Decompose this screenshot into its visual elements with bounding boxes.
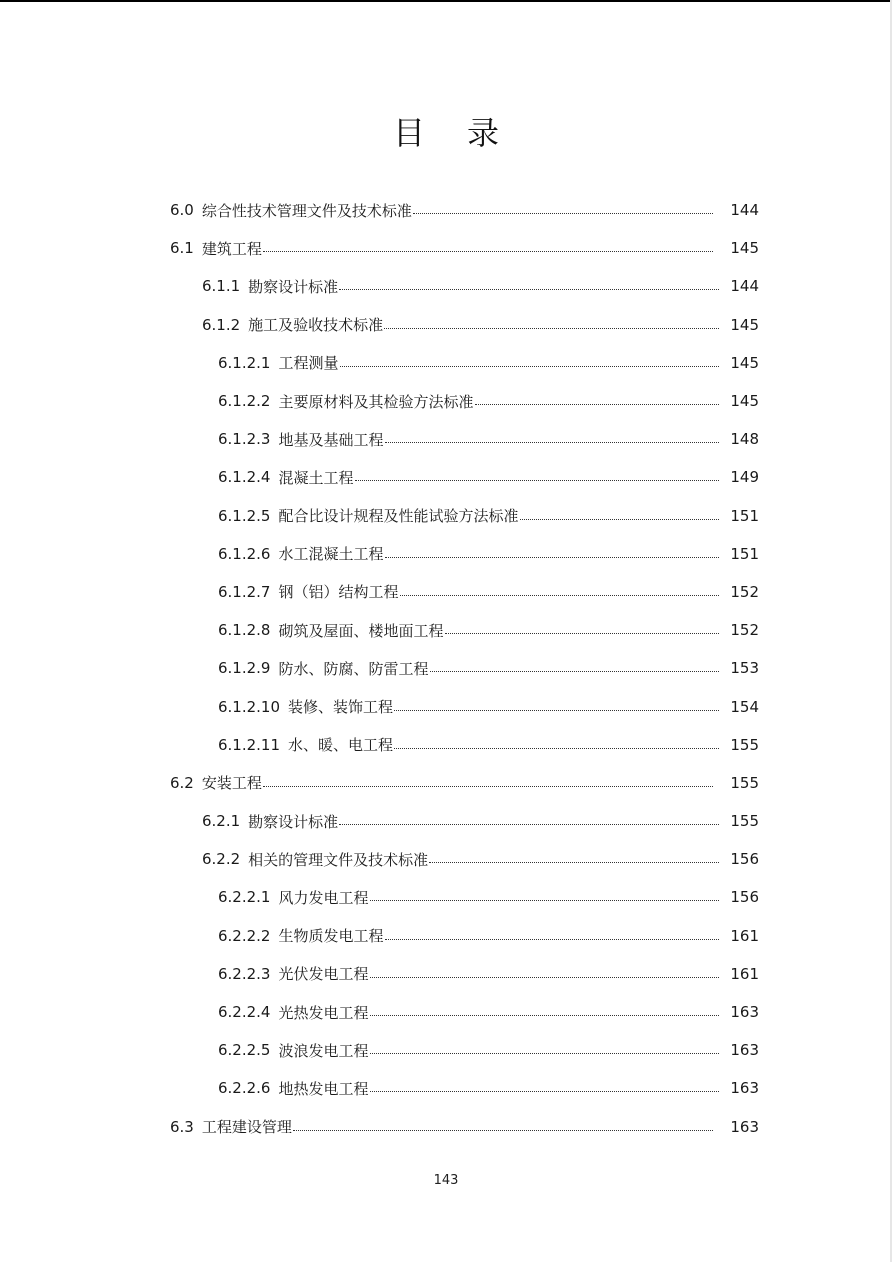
dot-leader xyxy=(400,594,720,596)
section-number: 6.3 xyxy=(170,1117,194,1136)
section-number: 6.1.2.9 xyxy=(218,659,271,678)
toc-entry-heading xyxy=(218,1078,369,1099)
section-title: 综合性技术管理文件及技术标准 xyxy=(201,201,412,220)
toc-entry-heading xyxy=(170,772,262,793)
section-number: 6.1.2.10 xyxy=(218,697,281,716)
section-page-number: 163 xyxy=(730,1117,759,1136)
section-title: 地基及基础工程 xyxy=(278,430,384,449)
dot-leader xyxy=(475,403,720,405)
section-number: 6.2.2.5 xyxy=(218,1041,271,1060)
section-page-number: 151 xyxy=(730,506,759,525)
section-title: 装修、装饰工程 xyxy=(288,698,394,717)
toc-entry[interactable] xyxy=(0,458,892,496)
section-title: 配合比设计规程及性能试验方法标准 xyxy=(278,507,519,526)
section-title: 光热发电工程 xyxy=(278,1003,369,1022)
toc-entry[interactable] xyxy=(0,1031,892,1069)
section-title: 主要原材料及其检验方法标准 xyxy=(278,392,474,411)
section-page-number: 163 xyxy=(730,1041,759,1060)
section-page-number: 145 xyxy=(730,315,759,334)
toc-entry[interactable] xyxy=(0,573,892,611)
section-page-number: 155 xyxy=(730,773,759,792)
dot-leader xyxy=(370,1090,720,1092)
section-page-number: 156 xyxy=(730,850,759,869)
section-page-number: 152 xyxy=(730,582,759,601)
toc-entry[interactable] xyxy=(0,344,892,382)
section-title: 混凝土工程 xyxy=(278,468,354,487)
section-number: 6.1.2.11 xyxy=(218,735,281,754)
dot-leader xyxy=(263,785,713,787)
toc-entry-heading xyxy=(218,352,339,373)
toc-entry[interactable] xyxy=(0,535,892,573)
dot-leader xyxy=(394,747,719,749)
section-title: 施工及验收技术标准 xyxy=(248,316,384,335)
toc-entry[interactable] xyxy=(0,802,892,840)
dot-leader xyxy=(340,365,720,367)
toc-entry-heading xyxy=(202,276,338,297)
toc-entry-heading xyxy=(218,543,384,564)
toc-entry-heading xyxy=(202,314,383,335)
toc-entry[interactable] xyxy=(0,191,892,229)
section-number: 6.1.2.8 xyxy=(218,621,271,640)
section-number: 6.2.2.2 xyxy=(218,926,271,945)
section-title: 防水、防腐、防雷工程 xyxy=(278,659,429,678)
section-page-number: 145 xyxy=(730,392,759,411)
section-page-number: 154 xyxy=(730,697,759,716)
toc-entry-heading xyxy=(218,429,384,450)
dot-leader xyxy=(430,670,720,672)
section-page-number: 145 xyxy=(730,353,759,372)
toc-entry[interactable] xyxy=(0,917,892,955)
toc-entry[interactable] xyxy=(0,649,892,687)
toc-entry[interactable] xyxy=(0,1069,892,1107)
section-title: 水工混凝土工程 xyxy=(278,545,384,564)
toc-entry-heading xyxy=(218,1002,369,1023)
toc-entry-heading xyxy=(218,467,354,488)
toc-entry[interactable] xyxy=(0,497,892,535)
dot-leader xyxy=(429,861,719,863)
section-number: 6.2.2.1 xyxy=(218,888,271,907)
section-title: 光伏发电工程 xyxy=(278,965,369,984)
section-number: 6.1.2 xyxy=(202,315,241,334)
toc-entry-heading xyxy=(218,963,369,984)
dot-leader xyxy=(370,1014,720,1016)
toc-entry[interactable] xyxy=(0,267,892,305)
section-number: 6.1.2.6 xyxy=(218,544,271,563)
toc-entry[interactable] xyxy=(0,1108,892,1146)
toc-entry[interactable] xyxy=(0,687,892,725)
section-title: 砌筑及屋面、楼地面工程 xyxy=(278,621,444,640)
section-page-number: 155 xyxy=(730,735,759,754)
toc-entry[interactable] xyxy=(0,420,892,458)
toc-entry-heading xyxy=(218,925,384,946)
toc-entry[interactable] xyxy=(0,993,892,1031)
section-page-number: 144 xyxy=(730,201,759,220)
section-title: 波浪发电工程 xyxy=(278,1041,369,1060)
toc-entry-heading xyxy=(202,849,428,870)
toc-entry-heading xyxy=(218,391,474,412)
section-number: 6.1.1 xyxy=(202,277,241,296)
section-number: 6.0 xyxy=(170,201,194,220)
toc-entry-heading xyxy=(218,505,519,526)
toc-entry-heading xyxy=(218,658,429,679)
section-title: 地热发电工程 xyxy=(278,1079,369,1098)
section-page-number: 153 xyxy=(730,659,759,678)
section-page-number: 145 xyxy=(730,239,759,258)
page-number: 143 xyxy=(433,1173,459,1188)
section-page-number: 156 xyxy=(730,888,759,907)
dot-leader xyxy=(385,556,720,558)
dot-leader xyxy=(263,250,713,252)
dot-leader xyxy=(384,327,719,329)
section-page-number: 144 xyxy=(730,277,759,296)
toc-entry[interactable] xyxy=(0,611,892,649)
toc-entry-heading xyxy=(218,620,444,641)
toc-entry-heading xyxy=(218,581,399,602)
toc-entry-heading xyxy=(218,734,393,755)
dot-leader xyxy=(445,632,720,634)
table-of-contents xyxy=(0,191,892,1146)
toc-entry[interactable] xyxy=(0,306,892,344)
section-page-number: 148 xyxy=(730,430,759,449)
section-title: 水、暖、电工程 xyxy=(288,736,394,755)
toc-entry-heading xyxy=(218,1040,369,1061)
section-number: 6.1.2.2 xyxy=(218,392,271,411)
section-title: 钢（铝）结构工程 xyxy=(278,583,399,602)
dot-leader xyxy=(413,212,713,214)
section-title: 勘察设计标准 xyxy=(248,277,339,296)
dot-leader xyxy=(339,288,719,290)
section-number: 6.2.1 xyxy=(202,812,241,831)
dot-leader xyxy=(293,1129,713,1131)
section-number: 6.1.2.7 xyxy=(218,582,271,601)
toc-entry-heading xyxy=(170,200,412,221)
section-title: 生物质发电工程 xyxy=(278,927,384,946)
section-number: 6.2.2.6 xyxy=(218,1079,271,1098)
section-page-number: 161 xyxy=(730,926,759,945)
dot-leader xyxy=(339,823,719,825)
dot-leader xyxy=(370,1052,720,1054)
dot-leader xyxy=(385,938,720,940)
section-page-number: 149 xyxy=(730,468,759,487)
toc-entry[interactable] xyxy=(0,840,892,878)
dot-leader xyxy=(385,441,720,443)
section-number: 6.1.2.5 xyxy=(218,506,271,525)
section-number: 6.2.2.3 xyxy=(218,964,271,983)
toc-entry[interactable] xyxy=(0,229,892,267)
toc-entry[interactable] xyxy=(0,764,892,802)
section-title: 安装工程 xyxy=(201,774,262,793)
top-border-line xyxy=(0,0,892,2)
section-page-number: 163 xyxy=(730,1079,759,1098)
section-page-number: 155 xyxy=(730,812,759,831)
section-page-number: 151 xyxy=(730,544,759,563)
section-title: 工程建设管理 xyxy=(201,1118,292,1137)
dot-leader xyxy=(520,518,720,520)
dot-leader xyxy=(355,479,720,481)
dot-leader xyxy=(370,899,720,901)
section-number: 6.2.2 xyxy=(202,850,241,869)
section-title: 风力发电工程 xyxy=(278,888,369,907)
toc-entry[interactable] xyxy=(0,955,892,993)
section-number: 6.2 xyxy=(170,773,194,792)
section-page-number: 152 xyxy=(730,621,759,640)
toc-entry[interactable] xyxy=(0,878,892,916)
section-title: 勘察设计标准 xyxy=(248,812,339,831)
dot-leader xyxy=(370,976,720,978)
toc-entry-heading xyxy=(202,811,338,832)
section-title: 相关的管理文件及技术标准 xyxy=(248,850,429,869)
section-number: 6.1.2.3 xyxy=(218,430,271,449)
section-number: 6.1.2.1 xyxy=(218,353,271,372)
section-number: 6.1.2.4 xyxy=(218,468,271,487)
toc-entry[interactable] xyxy=(0,382,892,420)
section-title: 工程测量 xyxy=(278,354,339,373)
section-page-number: 161 xyxy=(730,964,759,983)
toc-entry-heading xyxy=(218,887,369,908)
toc-entry-heading xyxy=(170,238,262,259)
toc-entry-heading xyxy=(218,696,393,717)
section-title: 建筑工程 xyxy=(201,239,262,258)
section-page-number: 163 xyxy=(730,1003,759,1022)
dot-leader xyxy=(394,709,719,711)
section-number: 6.2.2.4 xyxy=(218,1003,271,1022)
toc-entry-heading xyxy=(170,1116,292,1137)
toc-title: 目录 xyxy=(392,114,541,152)
toc-entry[interactable] xyxy=(0,726,892,764)
section-number: 6.1 xyxy=(170,239,194,258)
